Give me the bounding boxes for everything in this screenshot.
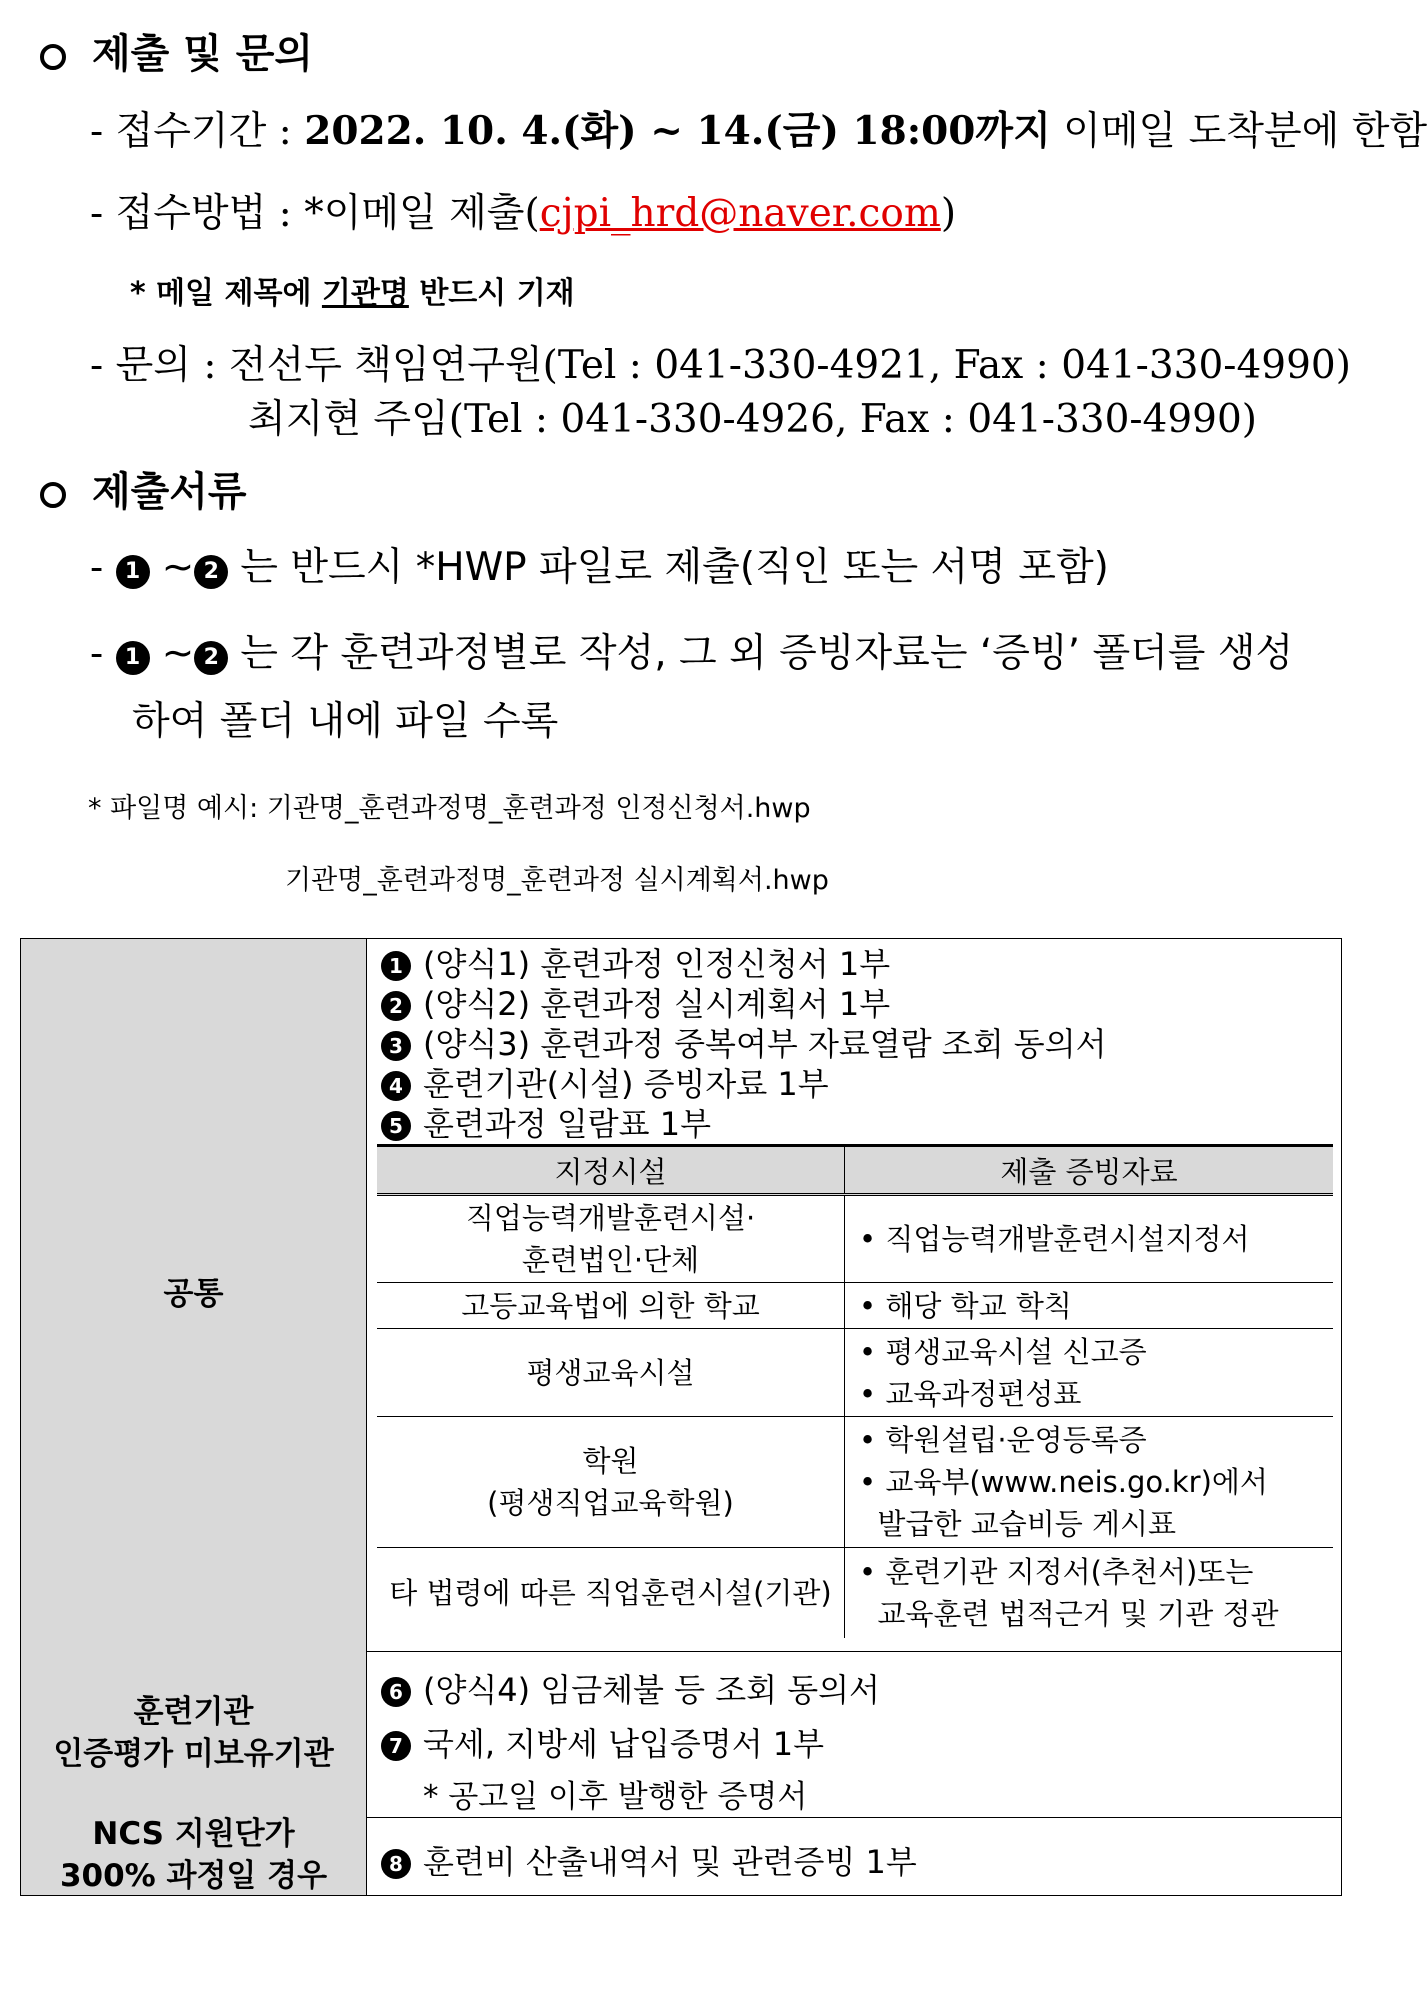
tilde: ~ xyxy=(161,631,195,676)
number-badge-icon: 5 xyxy=(381,1111,411,1141)
cell-text: • 교육과정편성표 xyxy=(859,1376,1082,1411)
number-badge-icon: 7 xyxy=(381,1731,411,1761)
header-evidence: 제출 증빙자료 xyxy=(845,1146,1334,1195)
cell-text: 훈련기관 xyxy=(133,1694,254,1731)
number-badge-icon: 2 xyxy=(194,555,228,589)
cell-text: 직업능력개발훈련시설· xyxy=(465,1201,756,1235)
cell-text: 인증평가 미보유기관 xyxy=(53,1736,334,1772)
cell-text: • 교육부(www.neis.go.kr)에서 xyxy=(859,1465,1268,1500)
cell-text: • 학원설립·운영등록증 xyxy=(859,1423,1147,1458)
row-label-ncs xyxy=(21,1817,367,1895)
section-heading-documents xyxy=(40,460,247,517)
facility-cell xyxy=(377,1329,845,1417)
contact-line-2: 최지현 주임(Tel : 041-330-4926, Fax : 041-330-4990) xyxy=(248,397,1258,442)
cell-text: • 평생교육시설 신고증 xyxy=(859,1334,1147,1369)
cell-text: 300% 과정일 경우 xyxy=(59,1858,328,1894)
evidence-cell xyxy=(845,1548,1334,1638)
cell-text: 발급한 교습비등 게시표 xyxy=(859,1507,1177,1542)
number-badge-icon: 2 xyxy=(381,991,411,1021)
period-label: - 접수기간 : xyxy=(90,109,305,154)
evidence-cell xyxy=(845,1283,1334,1329)
table-row xyxy=(377,1195,1333,1283)
circle-bullet-icon xyxy=(40,482,66,508)
doc-bullet-2-text: 는 각 훈련과정별로 작성, 그 외 증빙자료는 ‘증빙’ 폴더를 생성 xyxy=(240,631,1294,676)
row-label-uncertified xyxy=(21,1651,367,1817)
cell-text: NCS 지원단가 xyxy=(92,1816,295,1853)
cell-text: • 훈련기관 지정서(추천서)또는 xyxy=(859,1554,1254,1589)
facility-cell xyxy=(377,1548,845,1638)
period-rest: 이메일 도착분에 한함 xyxy=(1050,109,1427,154)
number-badge-icon: 4 xyxy=(381,1071,411,1101)
cell-text: 고등교육법에 의한 학교 xyxy=(461,1288,760,1323)
list-item xyxy=(381,1837,917,1883)
row-ncs-content xyxy=(367,1817,1341,1897)
facility-cell xyxy=(377,1283,845,1329)
number-badge-icon: 1 xyxy=(116,555,150,589)
table-row xyxy=(377,1417,1333,1548)
number-badge-icon: 1 xyxy=(116,641,150,675)
period-line xyxy=(90,100,1427,156)
list-item-text: (양식4) 임금체불 등 조회 동의서 xyxy=(423,1671,880,1709)
list-item-text: (양식3) 훈련과정 중복여부 자료열람 조회 동의서 xyxy=(423,1025,1107,1063)
list-item-text: 훈련비 산출내역서 및 관련증빙 1부 xyxy=(423,1843,917,1881)
cell-text: • 직업능력개발훈련시설지정서 xyxy=(859,1222,1250,1257)
cell-text: 평생교육시설 xyxy=(526,1355,695,1390)
note-underlined: 기관명 xyxy=(321,276,409,311)
table-row xyxy=(377,1283,1333,1329)
list-item-text: 훈련기관(시설) 증빙자료 1부 xyxy=(423,1065,829,1103)
row-label-common: 공통 xyxy=(21,939,367,1651)
circle-bullet-icon xyxy=(40,44,66,70)
period-value: 2022. 10. 4.(화) ~ 14.(금) 18:00까지 xyxy=(304,108,1051,154)
email-note xyxy=(130,268,575,312)
email-link[interactable]: cjpi_hrd@naver.com xyxy=(539,191,941,236)
table-row xyxy=(377,1548,1333,1638)
cell-text: 교육훈련 법적근거 및 기관 정관 xyxy=(859,1596,1279,1631)
note-suffix: 반드시 기재 xyxy=(408,276,575,311)
number-badge-icon: 3 xyxy=(381,1031,411,1061)
contact-line-1: - 문의 : 전선두 책임연구원(Tel : 041-330-4921, Fax : 041-330-4990) xyxy=(90,343,1351,388)
documents-table xyxy=(20,938,1342,1896)
section-heading-text: 제출서류 xyxy=(92,468,247,515)
tilde: ~ xyxy=(161,545,195,590)
dash: - xyxy=(90,631,116,676)
method-close: ) xyxy=(940,191,957,236)
list-item-text: 국세, 지방세 납입증명서 1부 xyxy=(423,1725,825,1763)
number-badge-icon: 6 xyxy=(381,1677,411,1707)
list-item-text: (양식1) 훈련과정 인정신청서 1부 xyxy=(423,945,891,983)
cell-text: 타 법령에 따른 직업훈련시설(기관) xyxy=(389,1575,832,1610)
cell-text: (평생직업교육학원) xyxy=(487,1486,734,1521)
evidence-cell xyxy=(845,1417,1334,1548)
doc-bullet-1 xyxy=(90,536,1109,592)
header-facility: 지정시설 xyxy=(377,1146,845,1195)
list-item xyxy=(381,1665,880,1711)
section-heading-submission xyxy=(40,22,313,79)
filename-example-1: * 파일명 예시: 기관명_훈련과정명_훈련과정 인정신청서.hwp xyxy=(88,793,811,824)
doc-bullet-1-text: 는 반드시 *HWP 파일로 제출(직인 또는 서명 포함) xyxy=(240,545,1109,590)
row-uncertified-content xyxy=(367,1651,1341,1817)
list-item-note: * 공고일 이후 발행한 증명서 xyxy=(423,1779,808,1815)
cell-text: • 해당 학교 학칙 xyxy=(859,1288,1072,1323)
list-item-text: 훈련과정 일람표 1부 xyxy=(423,1105,711,1143)
number-badge-icon: 1 xyxy=(381,951,411,981)
cell-text: 학원 xyxy=(582,1444,639,1479)
evidence-cell xyxy=(845,1195,1334,1283)
facility-cell xyxy=(377,1417,845,1548)
method-label: - 접수방법 : *이메일 제출( xyxy=(90,191,540,236)
cell-text: 훈련법인·단체 xyxy=(521,1243,700,1278)
doc-bullet-2 xyxy=(90,622,1293,678)
evidence-cell xyxy=(845,1329,1334,1417)
section-heading-text: 제출 및 문의 xyxy=(92,30,314,77)
number-badge-icon: 8 xyxy=(381,1849,411,1879)
filename-example-2: 기관명_훈련과정명_훈련과정 실시계획서.hwp xyxy=(285,865,829,896)
facility-table xyxy=(377,1144,1333,1638)
list-item-text: (양식2) 훈련과정 실시계획서 1부 xyxy=(423,985,891,1023)
doc-bullet-2-cont: 하여 폴더 내에 파일 수록 xyxy=(132,699,559,744)
list-item xyxy=(381,1099,711,1145)
note-prefix: * 메일 제목에 xyxy=(130,276,322,311)
number-badge-icon: 2 xyxy=(194,641,228,675)
list-item xyxy=(381,1719,824,1765)
dash: - xyxy=(90,545,116,590)
table-row xyxy=(377,1329,1333,1417)
method-line xyxy=(90,182,956,238)
facility-cell xyxy=(377,1195,845,1283)
